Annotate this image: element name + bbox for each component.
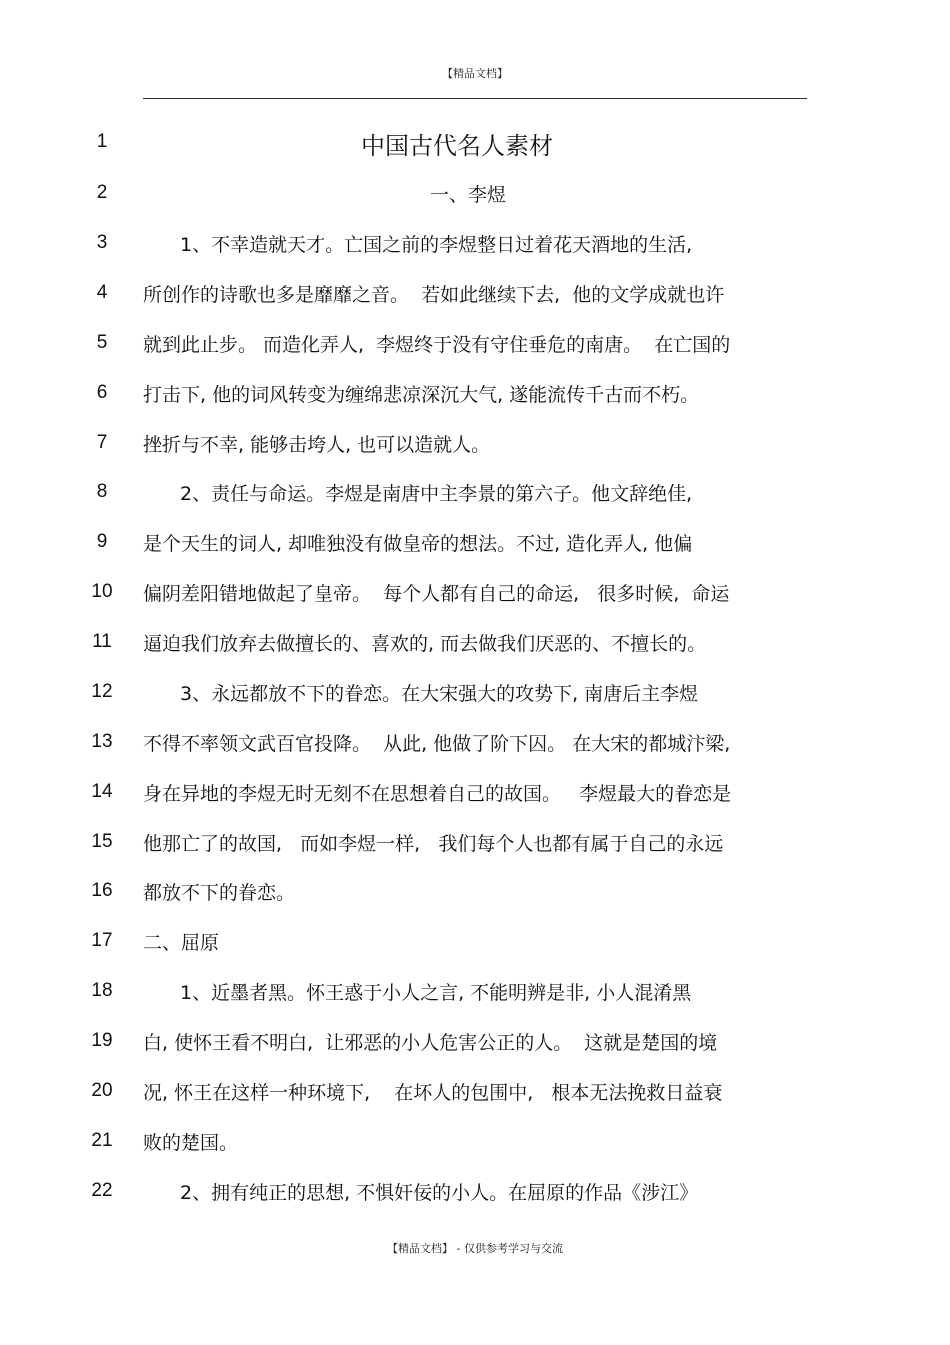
line-number: 14 bbox=[91, 781, 113, 802]
doc-line-2 bbox=[0, 178, 950, 208]
doc-line-10 bbox=[0, 577, 950, 607]
doc-line-21 bbox=[0, 1126, 950, 1156]
line-text: 他那亡了的故国, 而如李煜一样, 我们每个人也都有属于自己的永远 bbox=[143, 833, 724, 855]
page-footer-label: 【精品文档】 - 仅供参考学习与交流 bbox=[387, 1242, 563, 1255]
document-title: 中国古代名人素材 bbox=[361, 132, 553, 160]
line-text: 挫折与不幸, 能够击垮人, 也可以造就人。 bbox=[143, 434, 491, 456]
doc-line-7 bbox=[0, 428, 950, 458]
doc-line-3 bbox=[0, 228, 950, 258]
line-text: 1、近墨者黑。怀王惑于小人之言, 不能明辨是非, 小人混淆黑 bbox=[180, 982, 692, 1004]
line-text: 白, 使怀王看不明白, 让邪恶的小人危害公正的人。 这就是楚国的境 bbox=[143, 1032, 718, 1054]
doc-line-18 bbox=[0, 976, 950, 1006]
line-text: 逼迫我们放弃去做擅长的、喜欢的, 而去做我们厌恶的、不擅长的。 bbox=[143, 633, 707, 655]
line-text: 败的楚国。 bbox=[143, 1132, 239, 1154]
line-number: 5 bbox=[96, 332, 108, 353]
page-header-label: 【精品文档】 bbox=[442, 67, 508, 80]
line-number: 21 bbox=[91, 1130, 113, 1151]
doc-line-11 bbox=[0, 627, 950, 657]
line-number: 10 bbox=[91, 581, 113, 602]
line-number: 7 bbox=[96, 432, 108, 453]
line-text: 都放不下的眷恋。 bbox=[143, 882, 296, 904]
line-number: 15 bbox=[91, 831, 113, 852]
doc-line-14 bbox=[0, 777, 950, 807]
line-number: 6 bbox=[96, 382, 108, 403]
section-heading: 一、李煜 bbox=[430, 184, 507, 206]
line-number: 9 bbox=[96, 531, 108, 552]
doc-line-15 bbox=[0, 827, 950, 857]
line-text: 偏阴差阳错地做起了皇帝。 每个人都有自己的命运, 很多时候, 命运 bbox=[143, 583, 730, 605]
line-text: 身在异地的李煜无时无刻不在思想着自己的故国。 李煜最大的眷恋是 bbox=[143, 783, 732, 805]
line-number: 2 bbox=[96, 182, 108, 203]
line-text: 是个天生的词人, 却唯独没有做皇帝的想法。不过, 造化弄人, 他偏 bbox=[143, 533, 693, 555]
line-text: 所创作的诗歌也多是靡靡之音。 若如此继续下去, 他的文学成就也许 bbox=[143, 284, 725, 306]
doc-line-16 bbox=[0, 876, 950, 906]
line-number: 19 bbox=[91, 1030, 113, 1051]
doc-line-13 bbox=[0, 727, 950, 757]
doc-line-6 bbox=[0, 378, 950, 408]
line-number: 1 bbox=[96, 131, 108, 152]
doc-line-22 bbox=[0, 1176, 950, 1206]
doc-line-17 bbox=[0, 926, 950, 956]
line-text: 2、拥有纯正的思想, 不惧奸佞的小人。在屈原的作品《涉江》 bbox=[180, 1182, 699, 1204]
line-text: 况, 怀王在这样一种环境下, 在坏人的包围中, 根本无法挽救日益衰 bbox=[143, 1082, 723, 1104]
line-text: 打击下, 他的词风转变为缠绵悲凉深沉大气, 遂能流传千古而不朽。 bbox=[143, 384, 700, 406]
line-text: 3、永远都放不下的眷恋。在大宋强大的攻势下, 南唐后主李煜 bbox=[180, 683, 699, 705]
line-number: 16 bbox=[91, 880, 113, 901]
section-heading: 二、屈原 bbox=[143, 932, 220, 954]
line-number: 18 bbox=[91, 980, 113, 1001]
line-number: 3 bbox=[96, 232, 108, 253]
line-number: 20 bbox=[91, 1080, 113, 1101]
line-text: 1、不幸造就天才。亡国之前的李煜整日过着花天酒地的生活, bbox=[180, 234, 693, 256]
line-number: 4 bbox=[96, 282, 108, 303]
line-number: 13 bbox=[91, 731, 113, 752]
doc-line-20 bbox=[0, 1076, 950, 1106]
line-number: 8 bbox=[96, 481, 108, 502]
line-number: 17 bbox=[91, 930, 113, 951]
doc-line-8 bbox=[0, 477, 950, 507]
doc-line-19 bbox=[0, 1026, 950, 1056]
doc-line-5 bbox=[0, 328, 950, 358]
line-text: 2、责任与命运。李煜是南唐中主李景的第六子。他文辞绝佳, bbox=[180, 483, 693, 505]
doc-line-12 bbox=[0, 677, 950, 707]
line-number: 11 bbox=[92, 631, 112, 652]
line-text: 不得不率领文武百官投降。 从此, 他做了阶下囚。 在大宋的都城汴梁, bbox=[143, 733, 731, 755]
doc-line-4 bbox=[0, 278, 950, 308]
doc-line-9 bbox=[0, 527, 950, 557]
line-number: 12 bbox=[91, 681, 113, 702]
line-text: 就到此止步。 而造化弄人, 李煜终于没有守住垂危的南唐。 在亡国的 bbox=[143, 334, 731, 356]
line-number: 22 bbox=[91, 1180, 113, 1201]
doc-line-1 bbox=[0, 127, 950, 160]
